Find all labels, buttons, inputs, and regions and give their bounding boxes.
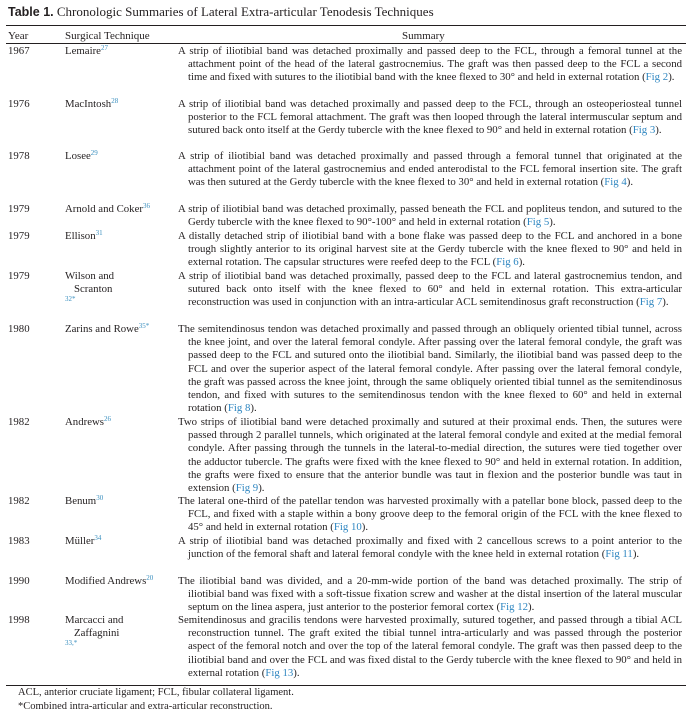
summary-text-block — [178, 614, 682, 680]
reference-number: 33,* — [65, 639, 78, 648]
figure-link[interactable]: Fig 7 — [639, 296, 663, 309]
summary-tail: ). — [250, 402, 257, 415]
reference-number: 31 — [95, 229, 103, 237]
row-summary — [178, 416, 682, 495]
figure-link[interactable]: Fig 4 — [604, 176, 627, 189]
row-summary — [178, 535, 682, 561]
summary-text: A strip of iliotibial band was detached proximally and passed deep to the FCL, through a femoral tunnel at the attachment point of the head of the lateral gastrocnemius. The graft was then passed deep to the FCL a second time and fixed with sutures to the iliotibial band with the knee flexed to 30° and held in external rotation ( — [178, 45, 682, 84]
summary-tail: ). — [662, 296, 669, 309]
summary-tail: ). — [632, 548, 640, 561]
row-year: 1998 — [8, 614, 30, 626]
summary-text: A strip of iliotibial band was detached proximally, passed beneath the FCL and popliteus tendon, and sutured to the Gerdy tubercle with the knee flexed to 90°-100° and held in external rotation ( — [178, 203, 682, 229]
summary-text-block — [178, 45, 682, 85]
summary-tail: ). — [626, 176, 634, 189]
technique-name: Wilson and — [65, 270, 115, 282]
row-technique — [65, 323, 173, 336]
technique-name: MacIntosh — [65, 98, 112, 110]
technique-name: Losee — [65, 150, 91, 162]
summary-text-block — [178, 575, 682, 615]
summary-tail: ). — [528, 601, 535, 614]
technique-name: Marcacci and — [65, 614, 124, 626]
row-technique — [65, 45, 173, 58]
row-year: 1979 — [8, 230, 30, 242]
figure-link[interactable]: Fig 11 — [605, 548, 633, 561]
summary-text-block — [178, 535, 682, 561]
reference-number: 35* — [138, 322, 150, 330]
summary-text: A distally detached strip of iliotibial band with a bone flake was passed deep to the FCL and anchored in a bone trough slightly anterior to its original harvest site at the Gerdy tubercle with the knee flexed to 90° and held in external rotation. The capsular structures were reefed deep to the FCL ( — [178, 230, 682, 269]
summary-text: A strip of iliotibial band was detached proximally and passed deep to the FCL, through an osteoperiosteal tunnel posterior to the FCL femoral attachment. The graft was then looped through the lateral intermuscular septum and sutured back onto itself at the Gerdy tubercle with the knee flexed to 90° and held in external rotation ( — [178, 98, 682, 137]
summary-tail: ). — [549, 216, 556, 229]
row-technique — [65, 230, 173, 243]
row-year: 1979 — [8, 270, 30, 282]
technique-name-line2: Scranton — [74, 283, 113, 296]
summary-text: The lateral one-third of the patellar tendon was harvested proximally with a patellar bone block, passed deep to the FCL, and fixed with a staple within a bony groove deep to the femoral origin of the FCL with the knee flexed to 45° and held in external rotation ( — [178, 495, 682, 534]
technique-name: Müller — [65, 535, 95, 547]
row-year: 1983 — [8, 535, 30, 547]
technique-name: Modified Andrews — [65, 575, 147, 587]
figure-link[interactable]: Fig 8 — [227, 402, 251, 415]
row-technique — [65, 203, 173, 216]
summary-tail: ). — [293, 666, 300, 679]
table-caption — [8, 3, 434, 21]
row-technique — [65, 270, 173, 310]
technique-name: Arnold and Coker — [65, 203, 143, 215]
reference-number: 32* — [65, 295, 76, 304]
caption-label: Table 1. — [8, 5, 54, 19]
summary-text: A strip of iliotibial band was detached proximally, passed deep to the FCL and lateral gastrocnemius tendon, and sutured back onto itself with the knee flexed to 60° and held in external rotation. This extra-articular reconstruction was used in conjunction with an intra-articular ACL semitendinosus graft reconstruction ( — [178, 270, 682, 309]
row-technique — [65, 416, 173, 429]
summary-tail: ). — [258, 482, 265, 495]
summary-text: The semitendinosus tendon was detached proximally and passed through an obliquely oriented tibial tunnel, across the knee joint, and over the lateral femoral condyle. After passing over the lateral femoral condyle, the graft was passed deep to the FCL and sutured onto the iliotibial band. Similarly, the iliotibial band was passed deep to the FCL and over the superior aspect of the lateral femoral condyle. After passing over the lateral femoral condyle, the graft was passed across the knee joint, through the same obliquely oriented tibial tunnel as the semitendinosus tendon, and fixed with sutures to the semitendinosus tendon with the knee flexed to 60° and held in external rotation ( — [178, 323, 682, 415]
figure-link[interactable]: Fig 10 — [333, 521, 362, 534]
summary-text: A strip of iliotibial band was detached proximally and passed through a femoral tunnel that originated at the attachment point of the lateral gastrocnemius and ended anterodistal to the FCL femoral insertion site. The graft was then sutured at the Gerdy tubercle with the knee flexed to 30° and held in external rotation ( — [178, 150, 682, 189]
figure-link[interactable]: Fig 5 — [526, 216, 550, 229]
reference-number: 34 — [94, 534, 102, 542]
reference-number: 27 — [100, 44, 108, 52]
row-technique — [65, 98, 173, 111]
summary-tail: ). — [655, 124, 662, 137]
header-summary: Summary — [402, 30, 445, 42]
summary-text: Two strips of iliotibial band were detached proximally and sutured at their proximal ends. Then, the sutures were passed through 2 parallel tunnels, which originated at the lateral femoral condyle and exited at the medial femoral condyle. After passing through the tunnels in the lateral-to-medial direction, the sutures were tied together over the adductor tubercle. The grafts were fixed with the knee flexed to 90° and held in external rotation. In addition, the grafts were fixed to ensure that the anterior bundle was taut in flexion and the posterior bundle was taut in extension ( — [178, 416, 682, 495]
row-year: 1979 — [8, 203, 30, 215]
reference-number: 30 — [96, 494, 104, 502]
row-summary — [178, 614, 682, 680]
figure-link[interactable]: Fig 2 — [645, 71, 669, 84]
row-summary — [178, 45, 682, 85]
header-rule — [6, 43, 686, 44]
reference-number: 20 — [146, 574, 154, 582]
summary-text: A strip of iliotibial band was detached proximally and fixed with 2 cancellous screws to a point anterior to the junction of the femoral shaft and lateral femoral condyle with the knee held in external rotation ( — [178, 535, 682, 561]
technique-name: Lemaire — [65, 45, 101, 57]
row-year: 1976 — [8, 98, 30, 110]
reference-number: 36 — [142, 202, 150, 210]
figure-link[interactable]: Fig 6 — [496, 256, 519, 269]
figure-link[interactable]: Fig 9 — [235, 482, 259, 495]
row-technique — [65, 614, 173, 654]
summary-text-block — [178, 230, 682, 270]
row-year: 1982 — [8, 495, 30, 507]
row-technique — [65, 535, 173, 548]
summary-text-block — [178, 270, 682, 310]
technique-name: Benum — [65, 495, 97, 507]
row-summary — [178, 150, 682, 190]
summary-text: Semitendinosus and gracilis tendons were harvested proximally, sutured together, and passed through a tibial ACL reconstruction tunnel. The graft exited the tibial tunnel intra-articularly and was passed through the posterior aspect of the femoral notch and over the top of the lateral femoral condyle. The graft was then passed deep to the iliotibial band and over the FCL and was fixed distal to the Gerdy tubercle with the knee flexed to 90° and held in external rotation ( — [178, 614, 682, 679]
row-year: 1980 — [8, 323, 30, 335]
row-summary — [178, 230, 682, 270]
header-technique: Surgical Technique — [65, 30, 150, 42]
footnote-combined: *Combined intra-articular and extra-articular reconstruction. — [18, 701, 273, 712]
row-summary — [178, 323, 682, 415]
row-summary — [178, 203, 682, 229]
row-year: 1990 — [8, 575, 30, 587]
technique-name-line2: Zaffagnini — [74, 627, 120, 640]
row-year: 1967 — [8, 45, 30, 57]
reference-number: 28 — [111, 97, 119, 105]
technique-name: Andrews — [65, 416, 104, 428]
row-summary — [178, 495, 682, 535]
summary-text-block — [178, 203, 682, 229]
summary-tail: ). — [361, 521, 369, 534]
summary-text: The iliotibial band was divided, and a 20-mm-wide portion of the band was detached proximally. The strip of iliotibial band was fixed with a soft-tissue fixation screw and washer at the distal insertion of the lateral muscular septum on the linea aspera, just anterior to the posterior femoral cortex ( — [178, 575, 682, 614]
top-rule — [6, 25, 686, 26]
reference-number: 26 — [103, 415, 111, 423]
row-year: 1982 — [8, 416, 30, 428]
figure-link[interactable]: Fig 12 — [500, 601, 529, 614]
caption-title: Chronologic Summaries of Lateral Extra-articular Tenodesis Techniques — [56, 4, 434, 19]
technique-name: Zarins and Rowe — [65, 323, 139, 335]
row-summary — [178, 575, 682, 615]
row-technique — [65, 575, 173, 588]
summary-text-block — [178, 416, 682, 495]
figure-link[interactable]: Fig 3 — [632, 124, 656, 137]
footnote-abbreviations: ACL, anterior cruciate ligament; FCL, fibular collateral ligament. — [18, 687, 294, 698]
summary-text-block — [178, 98, 682, 138]
row-summary — [178, 270, 682, 310]
row-summary — [178, 98, 682, 138]
summary-tail: ). — [518, 256, 525, 269]
summary-text-block — [178, 323, 682, 415]
summary-text-block — [178, 495, 682, 535]
summary-tail: ). — [668, 71, 675, 84]
figure-link[interactable]: Fig 13 — [265, 666, 294, 679]
row-technique — [65, 150, 173, 163]
header-year: Year — [8, 30, 29, 42]
technique-name: Ellison — [65, 230, 96, 242]
summary-text-block — [178, 150, 682, 190]
reference-number: 29 — [90, 149, 98, 157]
row-year: 1978 — [8, 150, 30, 162]
row-technique — [65, 495, 173, 508]
